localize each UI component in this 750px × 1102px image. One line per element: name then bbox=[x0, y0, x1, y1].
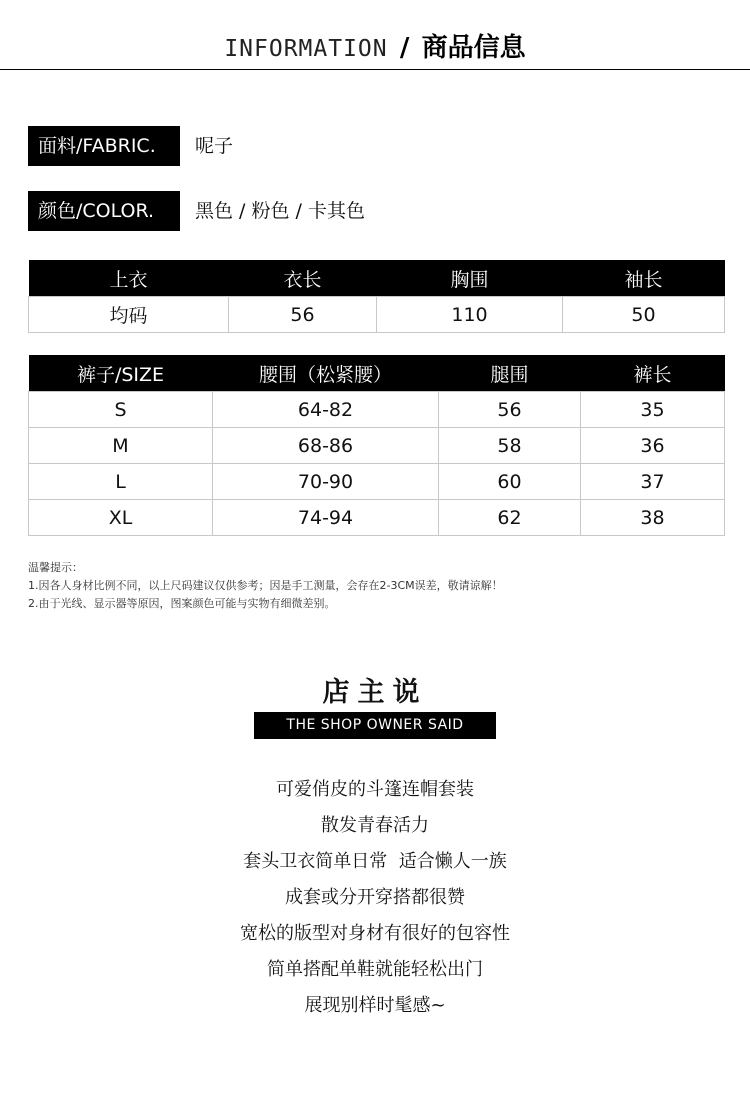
table-header-cell: 裤子/SIZE bbox=[29, 355, 213, 392]
page-title-en: INFORMATION bbox=[224, 36, 388, 62]
table-row bbox=[29, 297, 725, 333]
info-header bbox=[0, 0, 750, 70]
description-line: 套头卫衣简单日常 适合懒人一族 bbox=[243, 851, 507, 872]
description-line: 成套或分开穿搭都很赞 bbox=[285, 887, 465, 908]
table-cell: 60 bbox=[439, 464, 581, 500]
table-cell: 62 bbox=[439, 500, 581, 536]
table-row bbox=[29, 392, 725, 428]
color-label: 颜色/COLOR. bbox=[28, 191, 180, 231]
top-size-table bbox=[28, 260, 725, 333]
table-header-row bbox=[29, 355, 725, 392]
table-row bbox=[29, 428, 725, 464]
table-cell: 64-82 bbox=[213, 392, 439, 428]
fabric-row bbox=[28, 126, 728, 166]
owner-section-subtitle: THE SHOP OWNER SAID bbox=[254, 712, 496, 739]
page-title bbox=[0, 30, 750, 67]
table-header-cell: 胸围 bbox=[377, 260, 563, 297]
color-value: 黑色 / 粉色 / 卡其色 bbox=[195, 200, 365, 222]
table-cell: 74-94 bbox=[213, 500, 439, 536]
notes-heading: 温馨提示： bbox=[28, 561, 83, 574]
table-cell: 36 bbox=[581, 428, 725, 464]
fabric-value: 呢子 bbox=[195, 135, 234, 157]
table-cell: 均码 bbox=[29, 297, 229, 333]
description-line: 宽松的版型对身材有很好的包容性 bbox=[240, 923, 510, 944]
page-title-zh: 商品信息 bbox=[421, 33, 526, 63]
pants-size-table bbox=[28, 355, 725, 536]
table-header-cell: 腿围 bbox=[439, 355, 581, 392]
table-cell: 50 bbox=[563, 297, 725, 333]
table-cell: L bbox=[29, 464, 213, 500]
owner-description bbox=[0, 772, 750, 1024]
table-cell: 38 bbox=[581, 500, 725, 536]
note-line: 2.由于光线、显示器等原因，图案颜色可能与实物有细微差别。 bbox=[28, 597, 336, 610]
table-row bbox=[29, 464, 725, 500]
table-header-cell: 裤长 bbox=[581, 355, 725, 392]
note-line: 1.因各人身材比例不同，以上尺码建议仅供参考；因是手工测量，会存在2-3CM误差，敬请谅解！ bbox=[28, 579, 503, 592]
table-header-cell: 袖长 bbox=[563, 260, 725, 297]
table-cell: S bbox=[29, 392, 213, 428]
table-cell: 58 bbox=[439, 428, 581, 464]
description-line: 简单搭配单鞋就能轻松出门 bbox=[267, 959, 483, 980]
header-divider bbox=[0, 69, 750, 70]
table-header-row bbox=[29, 260, 725, 297]
table-cell: 70-90 bbox=[213, 464, 439, 500]
table-cell: 68-86 bbox=[213, 428, 439, 464]
table-cell: 35 bbox=[581, 392, 725, 428]
size-notes bbox=[28, 559, 728, 613]
table-header-cell: 衣长 bbox=[229, 260, 377, 297]
table-header-cell: 腰围（松紧腰） bbox=[213, 355, 439, 392]
page-title-separator: / bbox=[399, 33, 410, 63]
fabric-label: 面料/FABRIC. bbox=[28, 126, 180, 166]
table-cell: 110 bbox=[377, 297, 563, 333]
table-cell: M bbox=[29, 428, 213, 464]
table-header-cell: 上衣 bbox=[29, 260, 229, 297]
table-cell: 37 bbox=[581, 464, 725, 500]
description-line: 展现别样时髦感~ bbox=[304, 995, 446, 1016]
table-cell: XL bbox=[29, 500, 213, 536]
table-cell: 56 bbox=[229, 297, 377, 333]
description-line: 散发青春活力 bbox=[321, 815, 429, 836]
description-line: 可爱俏皮的斗篷连帽套装 bbox=[276, 779, 474, 800]
table-cell: 56 bbox=[439, 392, 581, 428]
table-row bbox=[29, 500, 725, 536]
owner-section-title: 店主说 bbox=[322, 677, 428, 708]
color-row bbox=[28, 191, 728, 231]
